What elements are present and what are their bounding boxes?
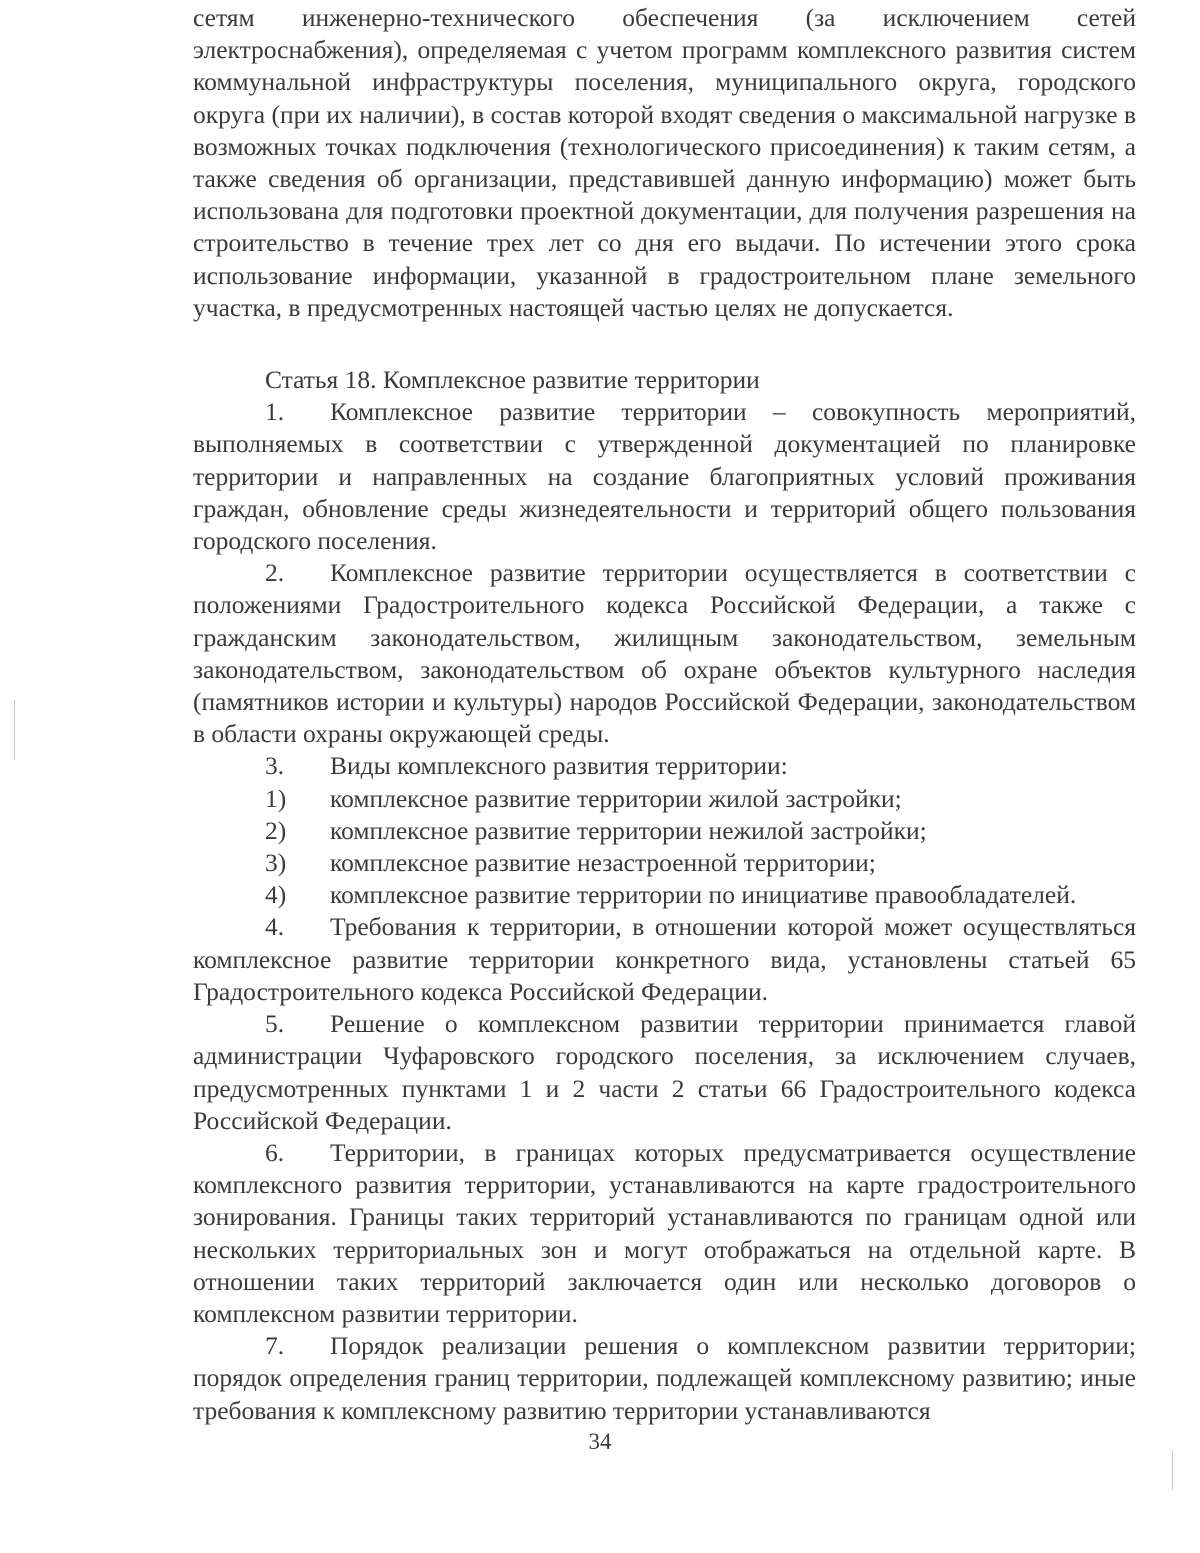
intro-paragraph: сетям инженерно-технического обеспечения (за исключением сетей электроснабжения), определяемая с учетом программ комплексного развития систем коммунальной инфраструктуры поселения, муниципального округа, городского округа (при их наличии), в состав которой входят сведения о максимальной нагрузке в возможных точках подключения (технологического присоединения) к таким сетям, а также сведения об организации, представившей данную информацию) может быть использована для подготовки проектной документации, для получения разрешения на строительство в течение трех лет со дня его выдачи. По истечении этого срока использование информации, указанной в градостроительном плане земельного участка, в предусмотренных настоящей частью целях не допускается. [193, 3, 1136, 322]
sub-item-text: комплексное развитие территории нежилой застройки; [330, 815, 927, 845]
spacer [193, 324, 1136, 364]
item-marker: 7. [265, 1331, 285, 1361]
item-text: Комплексное развитие территории – совокупность мероприятий, выполняемых в соответствии с утвержденной документацией по планировке территории и направленных на создание благоприятных условий проживания граждан, обновление среды жизнедеятельности и территорий общего пользования городского поселения. [193, 397, 1136, 556]
sub-item-text: комплексное развитие территории жилой застройки; [330, 783, 902, 813]
sub-list-item [193, 783, 1136, 815]
item-marker: 1. [265, 397, 285, 427]
item-marker: 4. [265, 912, 285, 942]
scan-artifact [14, 700, 15, 760]
item-text: Виды комплексного развития территории: [330, 751, 788, 781]
item-text: Комплексное развитие территории осуществляется в соответствии с положениями Градостроительного кодекса Российской Федерации, а также с гражданским законодательством, жилищным законодательством, земельным законодательством, законодательством об охране объектов культурного наследия (памятников истории и культуры) народов Российской Федерации, законодательством в области охраны окружающей среды. [193, 558, 1136, 749]
sub-list-item [193, 879, 1136, 911]
document-body [193, 2, 1136, 1427]
item-text: Порядок реализации решения о комплексном развитии территории; порядок определения границ территории, подлежащей комплексному развитию; иные требования к комплексному развитию территории устанавливаются [193, 1331, 1136, 1425]
numbered-item [193, 911, 1136, 1008]
sub-list-item [193, 847, 1136, 879]
item-marker: 3. [265, 751, 285, 781]
numbered-item [193, 1008, 1136, 1137]
item-text: Решение о комплексном развитии территории принимается главой администрации Чуфаровского городского поселения, за исключением случаев, предусмотренных пунктами 1 и 2 части 2 статьи 66 Градостроительного кодекса Российской Федерации. [193, 1009, 1136, 1135]
item-marker: 5. [265, 1009, 285, 1039]
scan-artifact [1172, 1450, 1173, 1490]
article-title: Статья 18. Комплексное развитие территории [265, 365, 760, 395]
numbered-item [193, 1137, 1136, 1330]
numbered-item [193, 750, 1136, 782]
page-number: 34 [588, 1429, 612, 1454]
item-marker: 2. [265, 558, 285, 588]
sub-item-text: комплексное развитие незастроенной территории; [330, 848, 876, 878]
item-text: Территории, в границах которых предусматривается осуществление комплексного развития территории, устанавливаются на карте градостроительного зонирования. Границы таких территорий устанавливаются по границам одной или нескольких территориальных зон и могут отображаться на отдельной карте. В отношении таких территорий заключается один или несколько договоров о комплексном развитии территории. [193, 1137, 1136, 1328]
sub-list-item [193, 815, 1136, 847]
sub-item-marker: 2) [265, 815, 287, 845]
numbered-item [193, 396, 1136, 557]
sub-item-marker: 4) [265, 880, 287, 910]
sub-item-text: комплексное развитие территории по инициативе правообладателей. [330, 880, 1077, 910]
sub-item-marker: 3) [265, 848, 287, 878]
numbered-item [193, 1330, 1136, 1427]
item-marker: 6. [265, 1137, 285, 1167]
numbered-item [193, 557, 1136, 750]
item-text: Требования к территории, в отношении которой может осуществляться комплексное развитие территории конкретного вида, установлены статьей 65 Градостроительного кодекса Российской Федерации. [193, 912, 1136, 1006]
sub-item-marker: 1) [265, 783, 287, 813]
